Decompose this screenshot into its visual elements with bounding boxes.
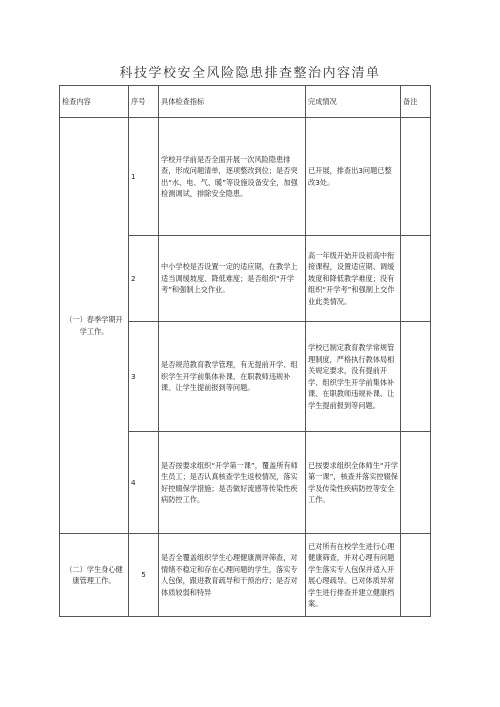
table-row — [60, 118, 431, 236]
row-number: 5 — [129, 534, 159, 617]
status-cell: 学校已制定教育教学常规管理制度，严格执行教体局相关规定要求，没有提前开学、组织学生开学前集体补课、在职教师违规补课、让学生提前报到等问题。 — [306, 322, 401, 432]
document-title: 科技学校安全风险隐患排查整治内容清单 — [119, 66, 381, 81]
row-number: 2 — [129, 236, 159, 322]
checklist-table — [59, 85, 431, 617]
status-cell: 已开展，排查出3问题已整改3处。 — [306, 118, 401, 236]
header-no: 序号 — [129, 86, 159, 118]
row-number: 3 — [129, 322, 159, 432]
category-cell: （二）学生身心健康管理工作。 — [60, 534, 129, 617]
category-cell: （一）春季学期开学工作。 — [60, 118, 129, 534]
header-status: 完成情况 — [306, 86, 401, 118]
status-cell: 已按要求组织全体师生“开学第一课”，核查并落实控辍保学及传染性疾病防控等安全工作。 — [306, 432, 401, 534]
indicator-cell: 是否规范教育教学管理，有无提前开学、组织学生开学前集体补课、在职教师违规补课、让学生提前报到等问题。 — [159, 322, 306, 432]
indicator-cell: 学校开学前是否全面开展一次风险隐患排查，形成问题清单，逐项整改到位；是否突出“水、电、气、暖”等设施设备安全，加强检测调试，排除安全隐患。 — [159, 118, 306, 236]
remark-cell — [401, 432, 431, 534]
row-number: 4 — [129, 432, 159, 534]
table-row — [60, 534, 431, 617]
status-cell: 已对所有在校学生进行心理健康筛查，并对心理有问题学生落实专人包保并适入开展心理疏导。已对体质异常学生进行排查并建立健康档案。 — [306, 534, 401, 617]
header-remark: 备注 — [401, 86, 431, 118]
indicator-cell: 是否按要求组织“开学第一课”，覆盖所有师生员工；是否认真核查学生返校情况，落实好控辍保学措施；是否做好流感等传染性疾病防控工作。 — [159, 432, 306, 534]
header-indicator: 具体检查指标 — [159, 86, 306, 118]
status-cell: 高一年级开始开设初高中衔接课程，设置适应期、调缓坡度和降低教学难度；没有组织“开学考”和强制上交作业此类情况。 — [306, 236, 401, 322]
remark-cell — [401, 322, 431, 432]
remark-cell — [401, 118, 431, 236]
indicator-cell: 是否全覆盖组织学生心理健康测评筛查，对情绪不稳定和存在心理问题的学生，落实专人包保，跟进教育疏导和干预治疗；是否对体质较弱和特异 — [159, 534, 306, 617]
row-number: 1 — [129, 118, 159, 236]
remark-cell — [401, 236, 431, 322]
indicator-cell: 中小学校是否设置一定的适应期，在教学上适当调缓坡度、降低难度；是否组织“开学考”和强制上交作业。 — [159, 236, 306, 322]
table-header-row — [60, 86, 431, 118]
remark-cell — [401, 534, 431, 617]
header-content: 检查内容 — [60, 86, 129, 118]
